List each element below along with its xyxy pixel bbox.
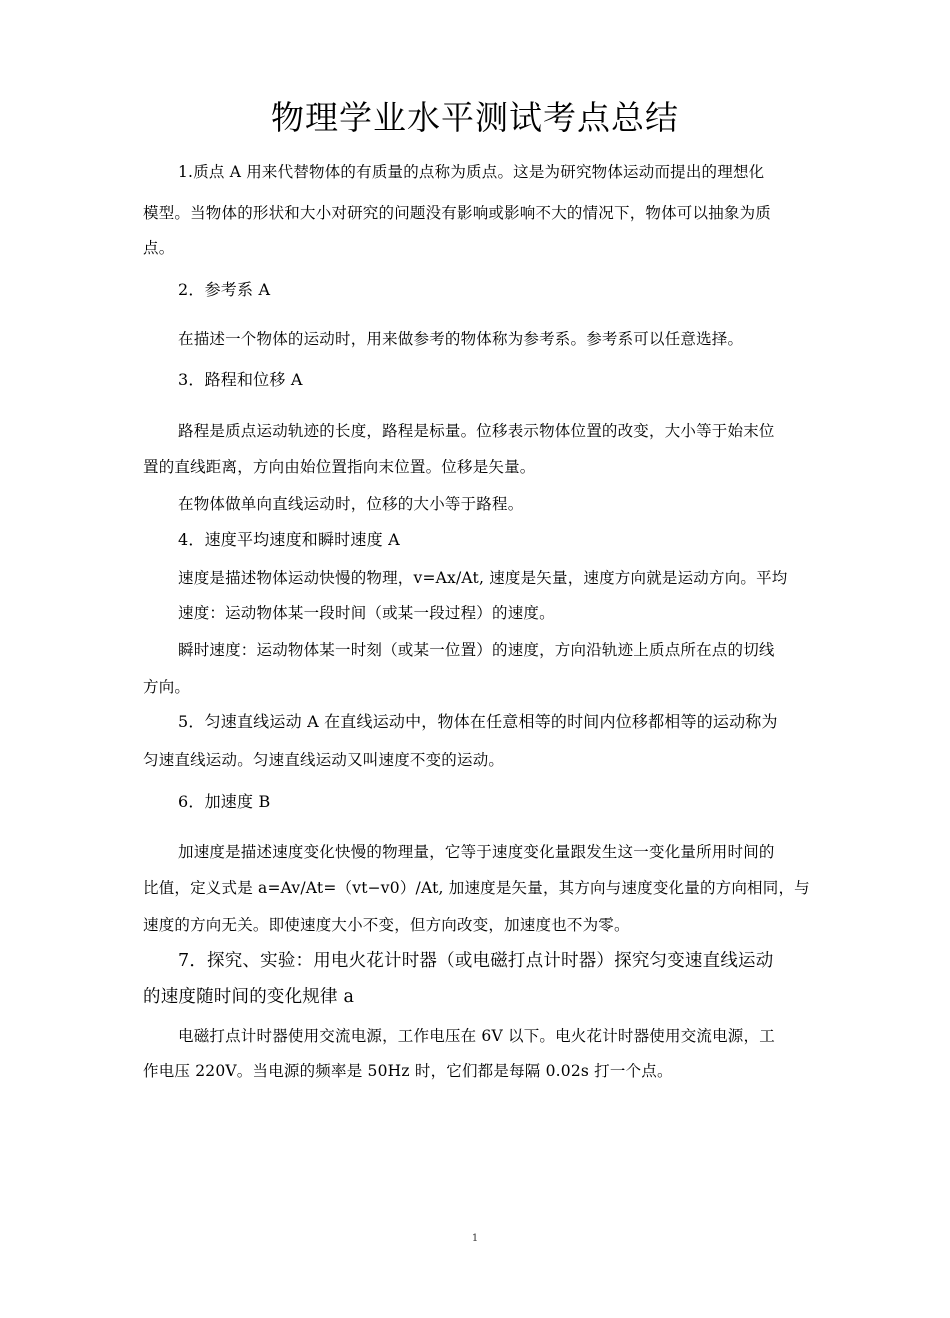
section-heading-line: 6．加速度 B [178, 792, 271, 811]
body-text-line: 速度：运动物体某一段时间（或某一段过程）的速度。 [178, 604, 555, 622]
body-text-line: 点。 [143, 239, 175, 257]
body-text-line: 置的直线距离，方向由始位置指向末位置。位移是矢量。 [143, 458, 536, 476]
body-text-line: 电磁打点计时器使用交流电源，工作电压在 6V 以下。电火花计时器使用交流电源，工 [178, 1027, 775, 1045]
body-text-line: 瞬时速度：运动物体某一时刻（或某一位置）的速度，方向沿轨迹上质点所在点的切线 [178, 641, 775, 659]
body-text-line: 比值，定义式是 a=Av/At=（vt−v0）/At, 加速度是矢量，其方向与速度变化量的方向相同，与 [143, 879, 810, 897]
section-heading-line: 7．探究、实验：用电火花计时器（或电磁打点计时器）探究匀变速直线运动 [178, 951, 774, 971]
body-text-line: 匀速直线运动。匀速直线运动又叫速度不变的运动。 [143, 751, 505, 769]
body-text-line: 模型。当物体的形状和大小对研究的问题没有影响或影响不大的情况下，物体可以抽象为质 [143, 204, 772, 222]
body-text-line: 1.质点 A 用来代替物体的有质量的点称为质点。这是为研究物体运动而提出的理想化 [178, 163, 765, 181]
section-heading-line: 2．参考系 A [178, 280, 271, 299]
body-text-line: 速度是描述物体运动快慢的物理，v=Ax/At, 速度是矢量，速度方向就是运动方向。平均 [178, 569, 788, 587]
body-text-line: 在描述一个物体的运动时，用来做参考的物体称为参考系。参考系可以任意选择。 [178, 330, 744, 348]
section-heading-line: 4．速度平均速度和瞬时速度 A [178, 530, 400, 549]
page-number: 1 [471, 1233, 479, 1244]
section-heading-line: 5．匀速直线运动 A 在直线运动中，物体在任意相等的时间内位移都相等的运动称为 [178, 712, 778, 731]
section-heading-line: 3．路程和位移 A [178, 370, 303, 389]
body-text-line: 速度的方向无关。即使速度大小不变，但方向改变，加速度也不为零。 [143, 916, 630, 934]
section-heading-line: 的速度随时间的变化规律 a [143, 987, 355, 1007]
document-title: 物理学业水平测试考点总结 [271, 98, 679, 137]
body-text-line: 路程是质点运动轨迹的长度，路程是标量。位移表示物体位置的改变，大小等于始末位 [178, 422, 775, 440]
body-text-line: 作电压 220V。当电源的频率是 50Hz 时，它们都是每隔 0.02s 打一个点。 [143, 1062, 673, 1080]
body-text-line: 在物体做单向直线运动时，位移的大小等于路程。 [178, 495, 524, 513]
body-text-line: 方向。 [143, 678, 191, 696]
body-text-line: 加速度是描述速度变化快慢的物理量，它等于速度变化量跟发生这一变化量所用时间的 [178, 843, 775, 861]
